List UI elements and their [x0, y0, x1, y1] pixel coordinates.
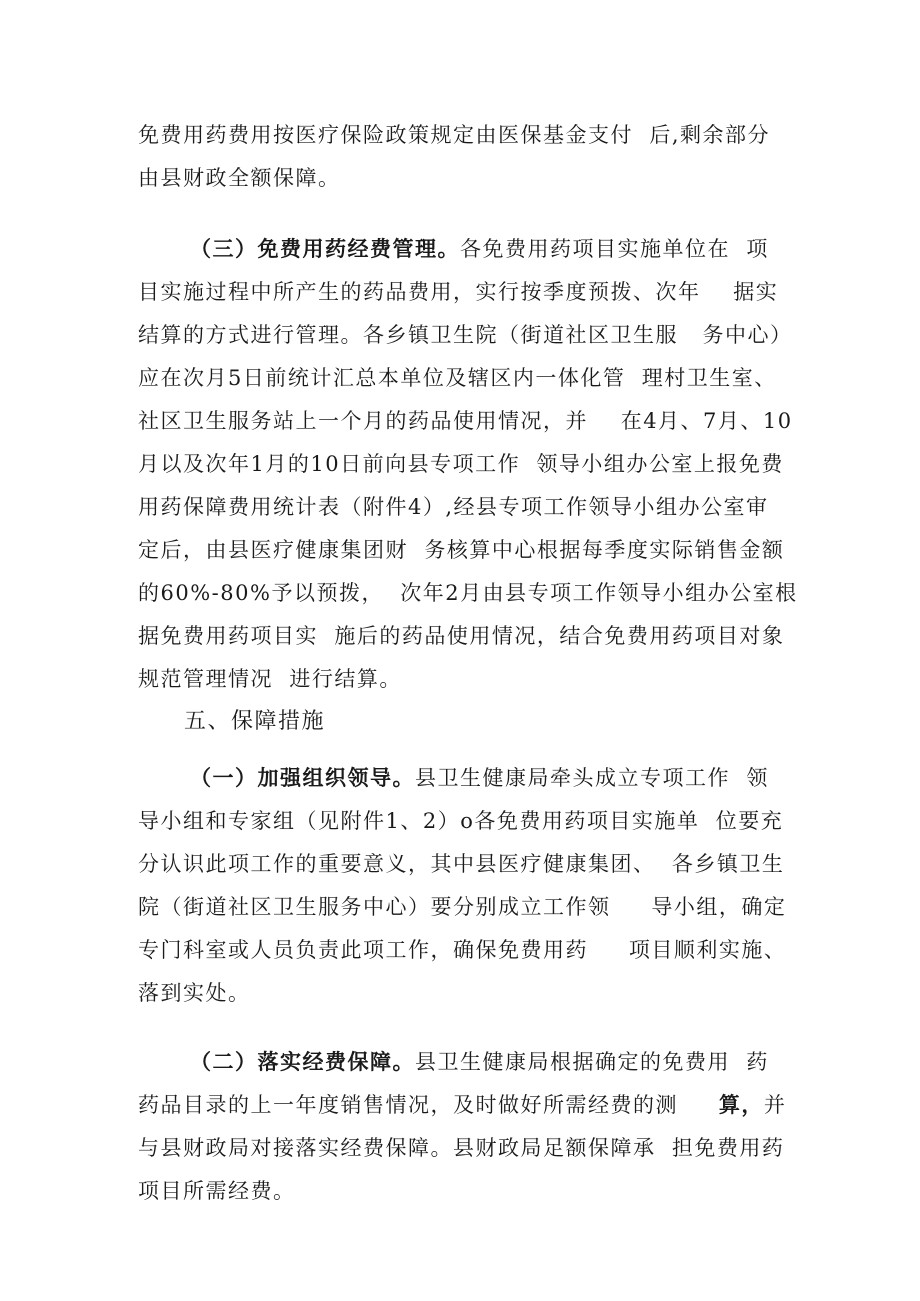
paragraph-line: 药品目录的上一年度销售情况，及时做好所需经费的测 算，并	[138, 1092, 787, 1117]
paragraph-line: 落到实处。	[138, 981, 251, 1005]
paragraph-line: 项目所需经费。	[138, 1179, 296, 1203]
paragraph-line: 据免费用药项目实 施后的药品使用情况，结合免费用药项目对象	[138, 624, 785, 648]
paragraph-line: 免费用药费用按医疗保险政策规定由医保基金支付 后,剩余部分	[138, 123, 771, 147]
paragraph-line: 定后，由县医疗健康集团财 务核算中心根据每季度实际销售金额	[138, 538, 785, 562]
paragraph-line: 社区卫生服务站上一个月的药品使用情况，并 在4月、7月、10	[138, 409, 793, 433]
paragraph-line: 导小组和专家组（见附件1、2）o各免费用药项目实施单 位要充	[138, 809, 784, 833]
bold-heading: （一）加强组织领导。	[190, 765, 415, 790]
paragraph-line: 与县财政局对接落实经费保障。县财政局足额保障承 担免费用药	[138, 1136, 785, 1160]
paragraph-line: 规范管理情况 进行结算。	[138, 667, 402, 691]
paragraph-line: 目实施过程中所产生的药品费用，实行按季度预拨、次年 据实	[138, 280, 779, 304]
paragraph-line: 应在次月5日前统计汇总本单位及辖区内一体化管 理村卫生室、	[138, 366, 777, 390]
section-title: 五、保障措施	[184, 709, 326, 734]
section-heading-line: （二）落实经费保障。县卫生健康局根据确定的免费用 药	[190, 1049, 769, 1074]
paragraph-line: 由县财政全额保障。	[138, 166, 341, 190]
paragraph-line: 用药保障费用统计表（附件4）,经县专项工作领导小组办公室审	[138, 495, 769, 519]
paragraph-line: 结算的方式进行管理。各乡镇卫生院（街道社区卫生服 务中心）	[138, 323, 793, 347]
paragraph-line: 月以及次年1月的10日前向县专项工作 领导小组办公室上报免费	[138, 452, 784, 476]
paragraph-line: 院（街道社区卫生服务中心）要分别成立工作领 导小组，确定	[138, 895, 787, 919]
section-heading-line: （一）加强组织领导。县卫生健康局牵头成立专项工作 领	[190, 765, 769, 790]
bold-heading: （二）落实经费保障。	[190, 1049, 415, 1074]
bold-word: 算，	[718, 1092, 764, 1117]
paragraph-line: 专门科室或人员负责此项工作，确保免费用药 项目顺利实施、	[138, 938, 787, 962]
section-heading-line: （三）免费用药经费管理。各免费用药项目实施单位在 项	[190, 236, 769, 261]
paragraph-line: 的60%-80%予以预拨， 次年2月由县专项工作领导小组办公室根	[138, 581, 798, 605]
paragraph-line: 分认识此项工作的重要意义，其中县医疗健康集团、 各乡镇卫生	[138, 852, 785, 876]
bold-heading: （三）免费用药经费管理。	[190, 236, 460, 261]
